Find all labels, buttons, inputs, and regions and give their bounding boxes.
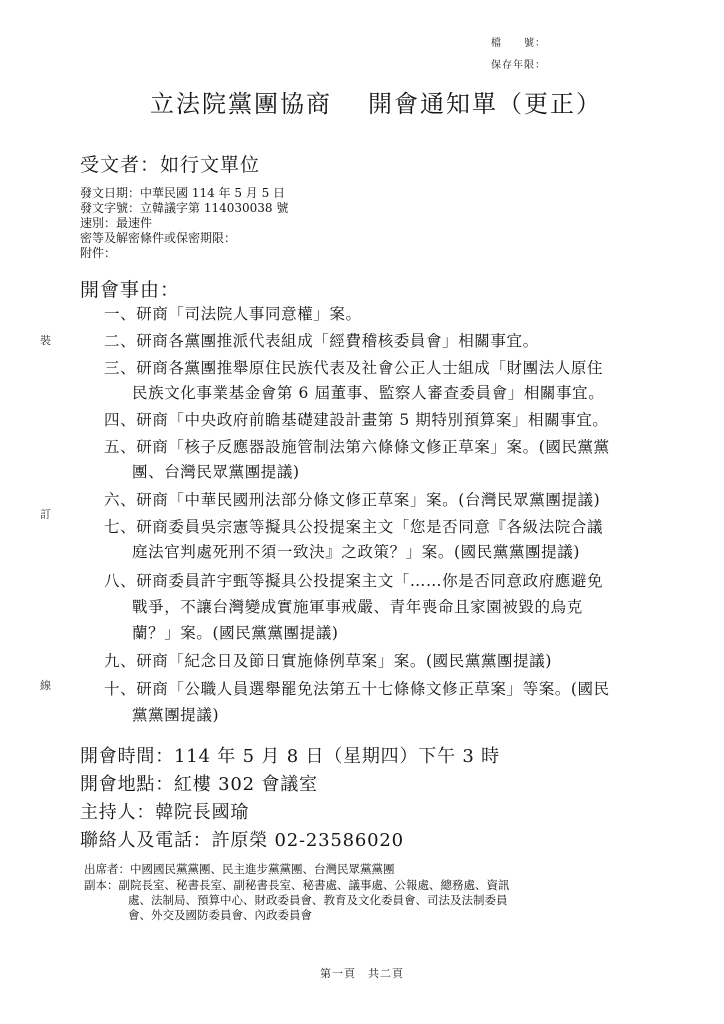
agenda-item-8-cont2: 蘭？」案。(國民黨黨團提議) [132, 624, 339, 642]
attendees: 出席者：中國國民黨黨團、民主進步黨黨團、台灣民眾黨黨團 [84, 862, 395, 876]
agenda-item-10-cont: 黨黨團提議) [132, 706, 220, 724]
copies-line-3: 會、外交及國防委員會、內政委員會 [128, 908, 312, 922]
agenda-item-2: 二、研商各黨團推派代表組成「經費稽核委員會」相關事宜。 [104, 332, 539, 350]
copies-line-2: 處、法制局、預算中心、財政委員會、教育及文化委員會、司法及法制委員 [128, 893, 508, 907]
security-level: 密等及解密條件或保密期限： [80, 231, 237, 245]
agenda-item-7: 七、研商委員吳宗憲等擬具公投提案主文「您是否同意『各級法院合議 [104, 518, 604, 536]
agenda-item-10: 十、研商「公職人員選舉罷免法第五十七條條文修正草案」等案。(國民 [104, 680, 610, 698]
binding-mark-zhuang: 裝 [40, 334, 51, 347]
copies-line-1: 副本：副院長室、秘書長室、副秘書長室、秘書處、議事處、公報處、總務處、資訊 [84, 878, 510, 892]
recipient: 受文者：如行文單位 [80, 154, 261, 176]
page-footer: 第一頁 共二頁 [320, 967, 404, 980]
agenda-item-4: 四、研商「中央政府前瞻基礎建設計畫第 5 期特別預算案」相關事宜。 [104, 411, 609, 429]
agenda-item-5: 五、研商「核子反應器設施管制法第六條條文修正草案」案。(國民黨黨 [104, 438, 610, 456]
agenda-item-8-cont: 戰爭，不讓台灣變成實施軍事戒嚴、青年喪命且家園被毀的烏克 [132, 598, 583, 616]
meeting-place: 開會地點：紅樓 302 會議室 [80, 774, 318, 795]
agenda-item-8: 八、研商委員許宇甄等擬具公投提案主文「……你是否同意政府應避免 [104, 572, 604, 590]
issue-date: 發文日期：中華民國 114 年 5 月 5 日 [80, 186, 286, 200]
agenda-heading: 開會事由： [80, 279, 181, 301]
agenda-item-1: 一、研商「司法院人事同意權」案。 [104, 305, 362, 323]
meeting-time: 開會時間：114 年 5 月 8 日（星期四）下午 3 時 [80, 746, 500, 767]
document-number: 發文字號：立韓議字第 114030038 號 [80, 201, 289, 215]
title-main: 立法院黨團協商 [150, 90, 332, 118]
title-sub: 開會通知單（更正） [368, 90, 602, 118]
attachment: 附件： [80, 246, 117, 260]
archive-file-number: 檔 號： [491, 38, 546, 49]
archive-retention: 保存年限： [491, 60, 546, 71]
document-title [150, 84, 602, 119]
meeting-chair: 主持人：韓院長國瑜 [80, 802, 250, 823]
agenda-item-9: 九、研商「紀念日及節日實施條例草案」案。(國民黨黨團提議) [104, 652, 552, 670]
agenda-item-3: 三、研商各黨團推舉原住民族代表及社會公正人士組成「財團法人原住 [104, 359, 604, 377]
binding-mark-xian: 線 [40, 679, 51, 692]
binding-mark-ding: 訂 [40, 508, 51, 521]
agenda-item-5-cont: 團、台灣民眾黨團提議) [132, 463, 300, 481]
agenda-item-7-cont: 庭法官判處死刑不須一致決』之政策？」案。(國民黨黨團提議) [132, 543, 580, 561]
agenda-item-3-cont: 民族文化事業基金會第 6 屆董事、監察人審查委員會」相關事宜。 [132, 384, 605, 402]
speed-class: 速別：最速件 [80, 216, 153, 230]
agenda-item-6: 六、研商「中華民國刑法部分條文修正草案」案。(台灣民眾黨團提議) [104, 491, 601, 509]
meeting-contact: 聯絡人及電話：許原榮 02-23586020 [80, 830, 404, 851]
